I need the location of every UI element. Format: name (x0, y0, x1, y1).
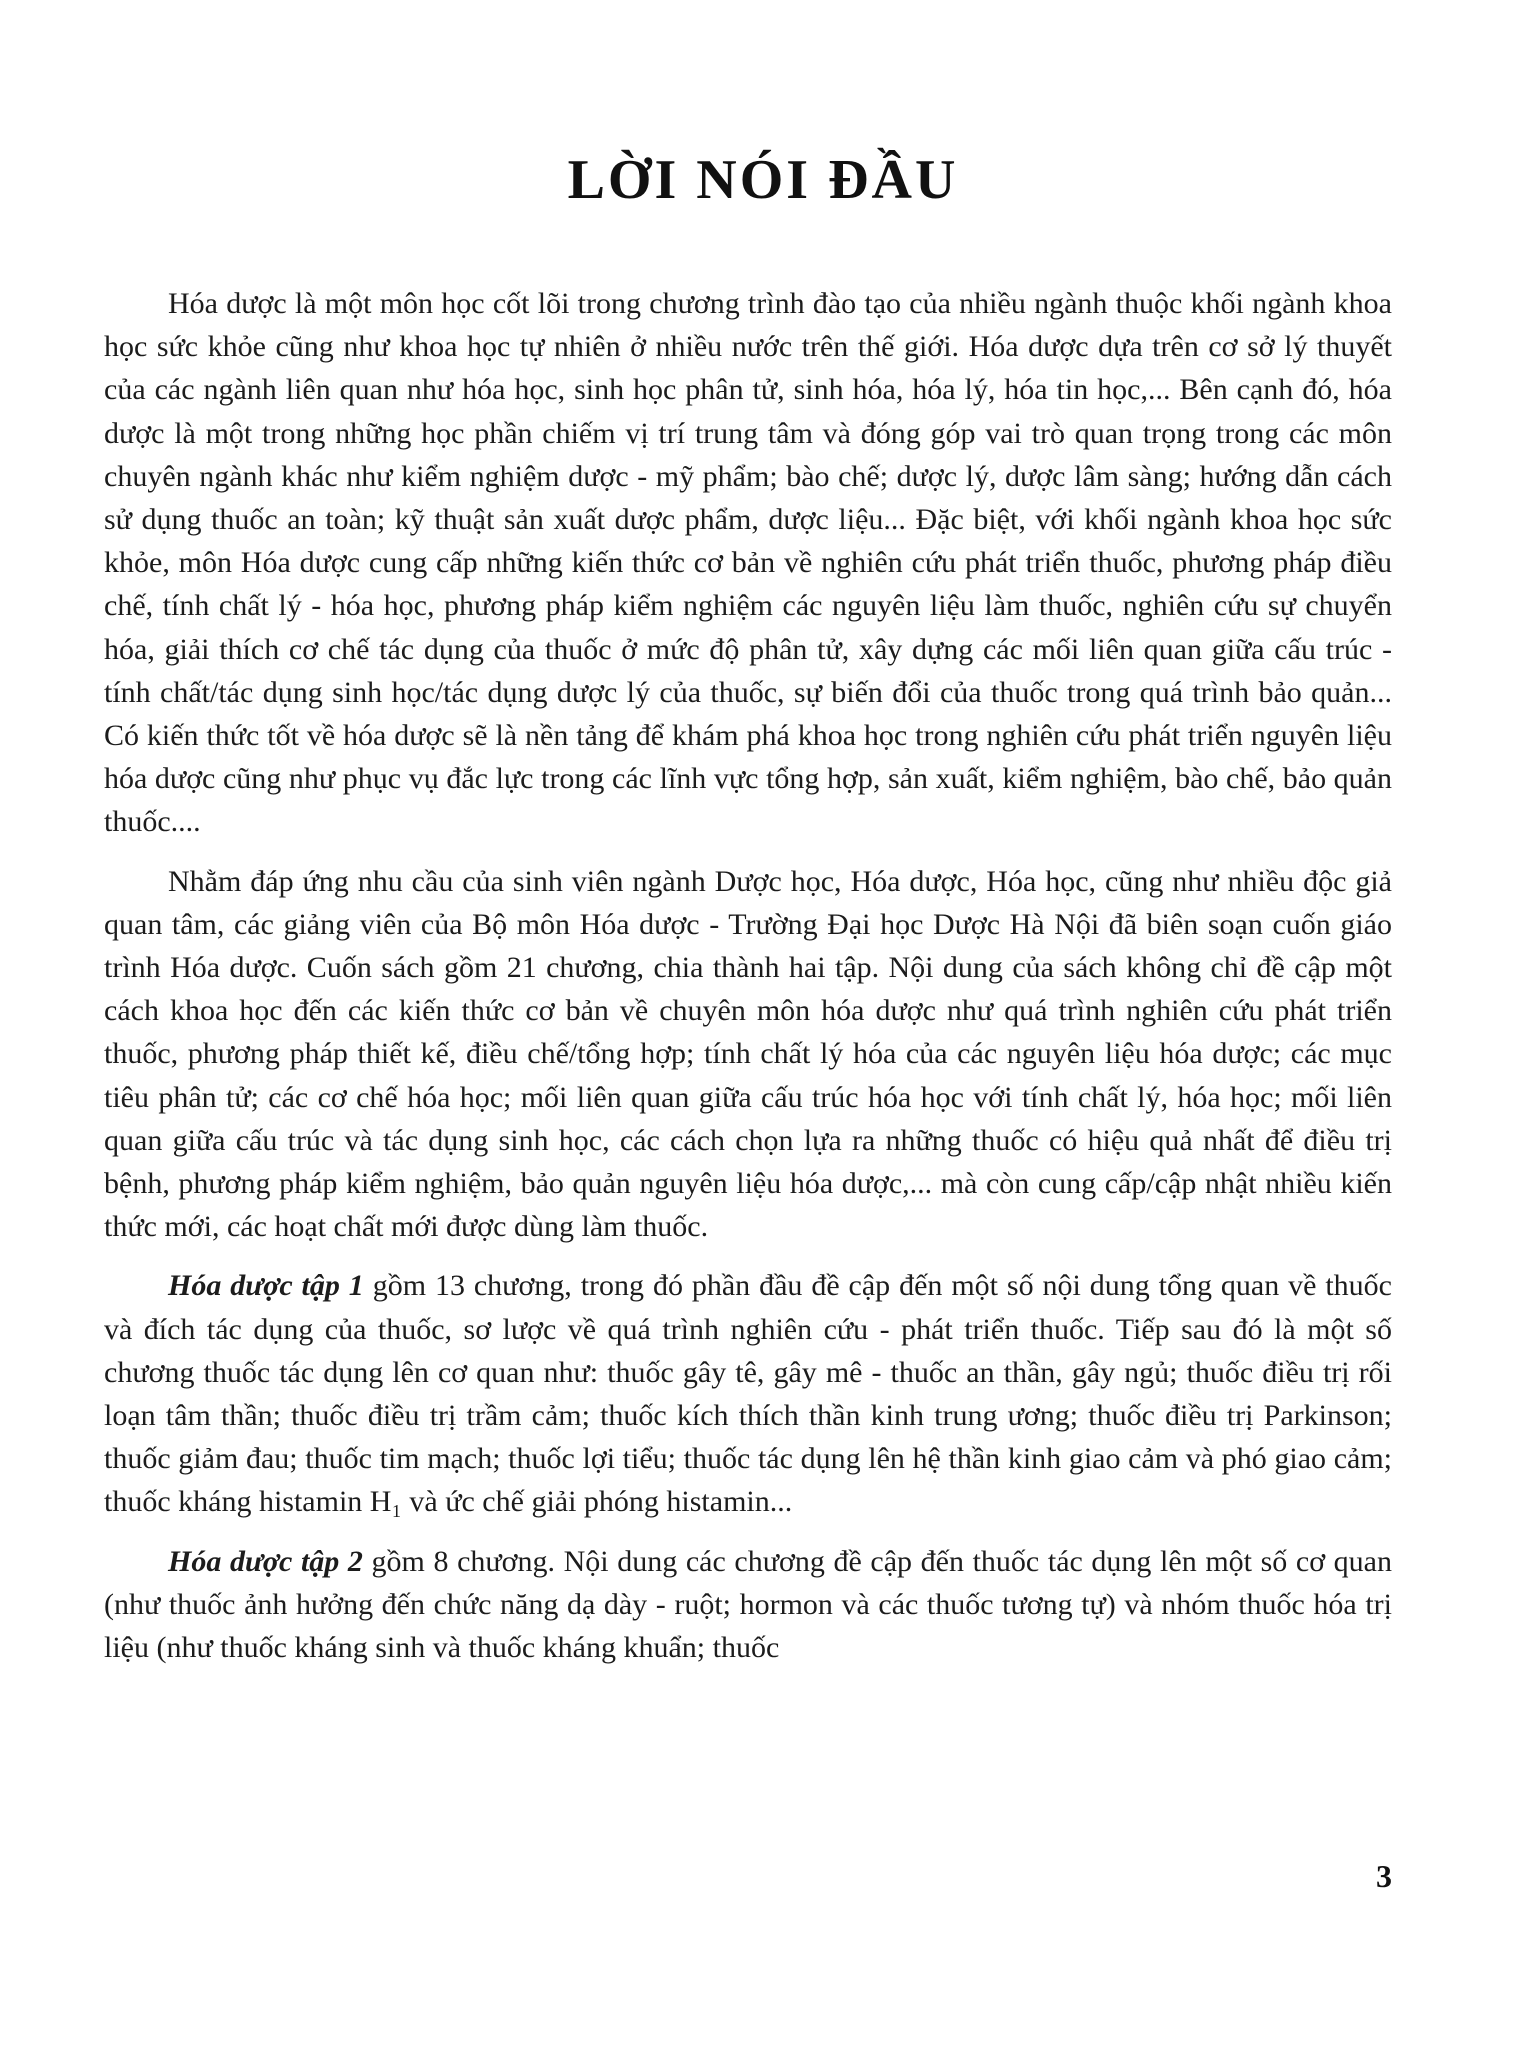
body-text (104, 282, 1392, 1685)
page-number: 3 (1376, 1858, 1392, 1894)
paragraph-text: Nhằm đáp ứng nhu cầu của sinh viên ngành Dược học, Hóa dược, Hóa học, cũng như nhiều độc giả quan tâm, các giảng viên của Bộ môn Hóa dược - Trường Đại học Dược Hà Nội đã biên soạn cuốn giáo trình Hóa dược. Cuốn sách gồm 21 chương, chia thành hai tập. Nội dung của sách không chỉ đề cập một cách khoa học đến các kiến thức cơ bản về chuyên môn hóa dược như quá trình nghiên cứu phát triển thuốc, phương pháp thiết kế, điều chế/tổng hợp; tính chất lý hóa của các nguyên liệu hóa dược; các mục tiêu phân tử; các cơ chế hóa học; mối liên quan giữa cấu trúc hóa học với tính chất lý, hóa học; mối liên quan giữa cấu trúc và tác dụng sinh học, các cách chọn lựa ra những thuốc có hiệu quả nhất để điều trị bệnh, phương pháp kiểm nghiệm, bảo quản nguyên liệu hóa dược,... mà còn cung cấp/cập nhật nhiều kiến thức mới, các hoạt chất mới được dùng làm thuốc. (104, 864, 1392, 1244)
page-title: LỜI NÓI ĐẦU (567, 149, 959, 211)
paragraph-text: gồm 8 chương. Nội dung các chương đề cập đến thuốc tác dụng lên một số cơ quan (như thuốc ảnh hưởng đến chức năng dạ dày - ruột; hormon và các thuốc tương tự) và nhóm thuốc hóa trị liệu (như thuốc kháng sinh và thuốc kháng khuẩn; thuốc (104, 1544, 1392, 1665)
paragraph-volume-1 (104, 1264, 1392, 1523)
paragraph-text: Hóa dược là một môn học cốt lõi trong chương trình đào tạo của nhiều ngành thuộc khối ngành khoa học sức khỏe cũng như khoa học tự nhiên ở nhiều nước trên thế giới. Hóa dược dựa trên cơ sở lý thuyết của các ngành liên quan như hóa học, sinh học phân tử, sinh hóa, hóa lý, hóa tin học,... Bên cạnh đó, hóa dược là một trong những học phần chiếm vị trí trung tâm và đóng góp vai trò quan trọng trong các môn chuyên ngành khác như kiểm nghiệm dược - mỹ phẩm; bào chế; dược lý, dược lâm sàng; hướng dẫn cách sử dụng thuốc an toàn; kỹ thuật sản xuất dược phẩm, dược liệu... Đặc biệt, với khối ngành khoa học sức khỏe, môn Hóa dược cung cấp những kiến thức cơ bản về nghiên cứu phát triển thuốc, phương pháp điều chế, tính chất lý - hóa học, phương pháp kiểm nghiệm các nguyên liệu làm thuốc, nghiên cứu sự chuyển hóa, giải thích cơ chế tác dụng của thuốc ở mức độ phân tử, xây dựng các mối liên quan giữa cấu trúc - tính chất/tác dụng sinh học/tác dụng dược lý của thuốc, sự biến đổi của thuốc trong quá trình bảo quản... Có kiến thức tốt về hóa dược sẽ là nền tảng để khám phá khoa học trong nghiên cứu phát triển nguyên liệu hóa dược cũng như phục vụ đắc lực trong các lĩnh vực tổng hợp, sản xuất, kiểm nghiệm, bào chế, bảo quản thuốc.... (104, 287, 1392, 839)
paragraph-lead: Hóa dược tập 1 (168, 1269, 364, 1303)
paragraph-intro (104, 282, 1392, 844)
paragraph-volume-2 (104, 1540, 1392, 1670)
paragraph-text: gồm 13 chương, trong đó phần đầu đề cập đến một số nội dung tổng quan về thuốc và đích tác dụng của thuốc, sơ lược về quá trình nghiên cứu - phát triển thuốc. Tiếp sau đó là một số chương thuốc tác dụng lên cơ quan như: thuốc gây tê, gây mê - thuốc an thần, gây ngủ; thuốc điều trị rối loạn tâm thần; thuốc điều trị trầm cảm; thuốc kích thích thần kinh trung ương; thuốc điều trị Parkinson; thuốc giảm đau; thuốc tim mạch; thuốc lợi tiểu; thuốc tác dụng lên hệ thần kinh giao cảm và phó giao cảm; thuốc kháng histamin H₁ và ức chế giải phóng histamin... (104, 1269, 1392, 1519)
paragraph-lead: Hóa dược tập 2 (168, 1544, 363, 1578)
paragraph-purpose (104, 860, 1392, 1249)
